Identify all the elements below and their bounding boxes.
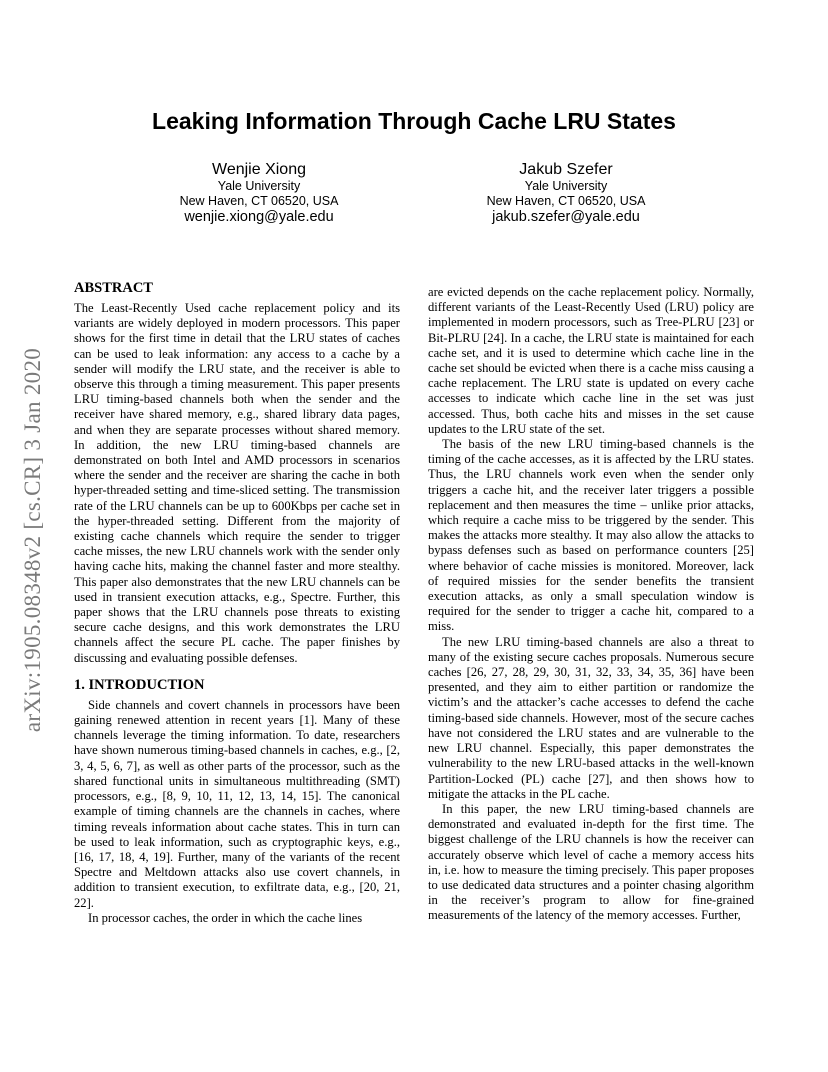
body-paragraph: The new LRU timing-based channels are also a threat to many of the existing secure caches proposals. Numerous secure caches [26, 27, 28, 29, 30, 31, 32, 33, 34, 35, 36] have been presented, and they aim to either partition or randomize the victim’s and the attacker’s cache accesses to defend the cache timing-based side channels. However, most of the secure caches have not considered the LRU states and are vulnerable to the new LRU channel. Especially, this paper demonstrates the vulnerability to the new LRU-based attacks in the well-known Partition-Locked (PL) cache [27], and then shows how to mitigate the attacks in the PL cache. <box>428 634 754 801</box>
author-email: wenjie.xiong@yale.edu <box>184 209 334 225</box>
author-block <box>416 160 716 226</box>
author-affiliation: Yale University <box>217 179 301 193</box>
author-email: jakub.szefer@yale.edu <box>492 209 640 225</box>
author-name: Wenjie Xiong <box>212 161 306 178</box>
arxiv-identifier-stamp: arXiv:1905.08348v2 [cs.CR] 3 Jan 2020 <box>20 347 45 733</box>
introduction-heading: 1. INTRODUCTION <box>74 676 205 693</box>
abstract-heading: ABSTRACT <box>74 280 153 296</box>
abstract-text: The Least-Recently Used cache replacement policy and its variants are widely deployed in modern processors. This paper shows for the first time in detail that the LRU states of caches can be used to leak information: any access to a cache by a sender will modify the LRU state, and the receiver is able to observe this through a timing measurement. This paper presents LRU timing-based channels both when the sender and the receiver have shared memory, e.g., shared library data pages, and when they are separate processes without shared memory. In addition, the new LRU timing-based channels are demonstrated on both Intel and AMD processors in scenarios where the sender and the receiver are sharing the cache in both hyper-threaded setting and time-sliced setting. The transmission rate of the LRU channels can be up to 600Kbps per cache set in the hyper-threaded setting. Different from the majority of existing cache channels which require the sender to trigger cache misses, the new LRU channels work with the sender only having cache hits, making the channel faster and more stealthy. This paper also demonstrates that the new LRU channels can be used in transient execution attacks, e.g., Spectre. Further, this paper shows that the LRU channels pose threats to existing secure cache designs, and this work demonstrates the LRU channels affect the secure PL cache. The paper finishes by discussing and evaluating possible defenses. <box>74 301 400 665</box>
author-address: New Haven, CT 06520, USA <box>179 194 339 208</box>
body-paragraph: Side channels and covert channels in processors have been gaining renewed attention in recent years [1]. Many of these channels leverage the timing information. To date, researchers have shown numerous timing-based channels in caches, e.g., [2, 3, 4, 5, 6, 7], as well as other parts of the processor, such as the shared functional units in simultaneous multithreading (SMT) processors, e.g., [8, 9, 10, 11, 12, 13, 14, 15]. The canonical example of timing channels are the channels in caches, where timing reveals information about cache states. This in turn can be used to leak information, such as cryptographic keys, e.g., [16, 17, 18, 4, 19]. Further, many of the variants of the recent Spectre and Meltdown attacks also use covert channels, in addition to transient execution, to exfiltrate data, e.g., [20, 21, 22]. <box>74 697 400 910</box>
author-address: New Haven, CT 06520, USA <box>486 194 646 208</box>
body-paragraph: In processor caches, the order in which the cache lines <box>88 910 363 925</box>
body-paragraph: In this paper, the new LRU timing-based channels are demonstrated and evaluated in-depth for the first time. The biggest challenge of the LRU channels is how the receiver can accurately observe which level of cache a memory access hits in, i.e. how to measure the timing precisely. This paper proposes to use dedicated data structures and a pointer chasing algorithm in the receiver’s program to allow for fine-grained measurements of the latency of the memory accesses. Further, <box>428 801 754 923</box>
paper-title: Leaking Information Through Cache LRU States <box>152 108 676 134</box>
author-affiliation: Yale University <box>524 179 608 193</box>
right-column <box>428 285 754 924</box>
author-block <box>109 160 409 226</box>
left-column <box>74 280 400 926</box>
author-name: Jakub Szefer <box>519 161 613 178</box>
body-paragraph: are evicted depends on the cache replacement policy. Normally, different variants of the Least-Recently Used (LRU) policy are implemented in modern processors, such as Tree-PLRU [23] or Bit-PLRU [24]. In a cache, the LRU state is maintained for each cache set, and it is used to determine which cache line in the cache set should be evicted when there is a cache miss causing a cache replacement. The LRU state is updated on every cache accesses to indicate which cache line in the set was just accessed. Thus, both cache hits and misses in the set cause updates to the LRU state of the set. <box>428 285 754 436</box>
body-paragraph: The basis of the new LRU timing-based channels is the timing of the cache accesses, as it is affected by the LRU states. Thus, the LRU channels work even when the sender only triggers a cache hit, and the receiver later triggers a possible replacement and then measures the time – unlike prior attacks, which require a cache miss to be triggered by the sender. This makes the attacks more stealthy. It may also allow the attacks to bypass defenses such as based on performance counters [25] where behavior of cache missies is monitored. Moreover, lack of required missies for the sender benefits the transient execution attacks, as only a small speculation window is required for the sender to trigger a cache hit, compared to a miss. <box>428 437 754 634</box>
